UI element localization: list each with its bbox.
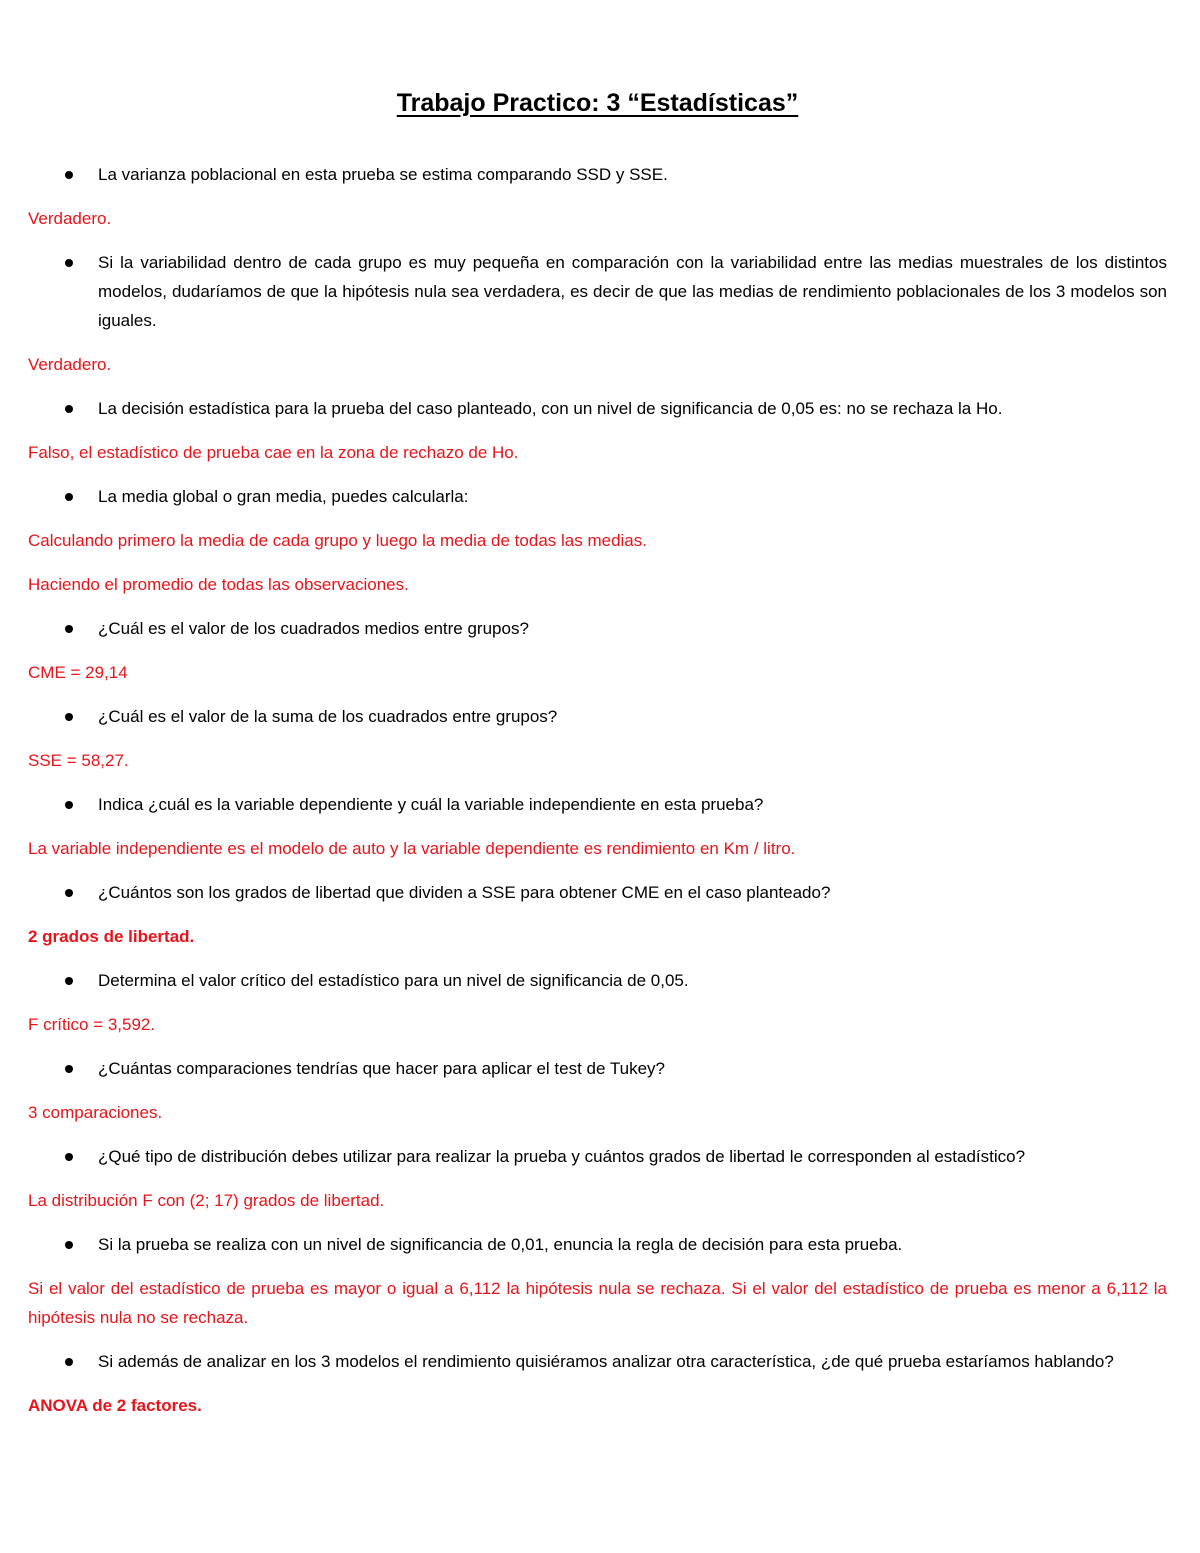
answer-11: La distribución F con (2; 17) grados de libertad. <box>28 1191 385 1210</box>
question-5 <box>28 614 1167 643</box>
question-text: ¿Cuántos son los grados de libertad que dividen a SSE para obtener CME en el caso planteado? <box>98 883 831 902</box>
answer-1: Verdadero. <box>28 209 112 228</box>
question-3 <box>28 394 1167 423</box>
bullet-icon <box>65 405 73 413</box>
question-9 <box>28 966 1167 995</box>
question-text: Determina el valor crítico del estadístico para un nivel de significancia de 0,05. <box>98 971 689 990</box>
question-text: ¿Cuál es el valor de la suma de los cuadrados entre grupos? <box>98 707 558 726</box>
bullet-icon <box>65 801 73 809</box>
question-text: ¿Cuántas comparaciones tendrías que hacer para aplicar el test de Tukey? <box>98 1059 665 1078</box>
answer-13: ANOVA de 2 factores. <box>28 1396 202 1415</box>
bullet-icon <box>65 625 73 633</box>
answer-7: La variable independiente es el modelo de auto y la variable dependiente es rendimiento en Km / litro. <box>28 839 796 858</box>
bullet-icon <box>65 1241 73 1249</box>
answer-4a: Calculando primero la media de cada grupo y luego la media de todas las medias. <box>28 531 647 550</box>
question-text: Si la prueba se realiza con un nivel de significancia de 0,01, enuncia la regla de decisión para esta prueba. <box>98 1235 903 1254</box>
answer-3: Falso, el estadístico de prueba cae en la zona de rechazo de Ho. <box>28 443 519 462</box>
bullet-icon <box>65 171 73 179</box>
bullet-icon <box>65 713 73 721</box>
question-text: Si además de analizar en los 3 modelos el rendimiento quisiéramos analizar otra característica, ¿de qué prueba estaríamos hablando? <box>98 1352 1114 1371</box>
answer-12: Si el valor del estadístico de prueba es mayor o igual a 6,112 la hipótesis nula se rechaza. Si el valor del estadístico de prueba es menor a 6,112 la hipótesis nula no se rechaza. <box>28 1279 1167 1327</box>
answer-8: 2 grados de libertad. <box>28 927 195 946</box>
bullet-icon <box>65 889 73 897</box>
question-text: La varianza poblacional en esta prueba se estima comparando SSD y SSE. <box>98 165 668 184</box>
question-1 <box>28 160 1167 189</box>
question-text: La decisión estadística para la prueba del caso planteado, con un nivel de significancia de 0,05 es: no se rechaza la Ho. <box>98 399 1003 418</box>
question-7 <box>28 790 1167 819</box>
answer-6: SSE = 58,27. <box>28 751 129 770</box>
bullet-icon <box>65 1153 73 1161</box>
question-text: Indica ¿cuál es la variable dependiente y cuál la variable independiente en esta prueba? <box>98 795 764 814</box>
question-2 <box>28 248 1167 335</box>
question-13 <box>28 1347 1167 1376</box>
question-text: Si la variabilidad dentro de cada grupo es muy pequeña en comparación con la variabilidad entre las medias muestrales de los distintos modelos, dudaríamos de que la hipótesis nula sea verdadera, es decir de que las medias de rendimiento poblacionales de los 3 modelos son iguales. <box>98 253 1167 330</box>
question-4 <box>28 482 1167 511</box>
question-text: La media global o gran media, puedes calcularla: <box>98 487 469 506</box>
bullet-icon <box>65 493 73 501</box>
document-title: Trabajo Practico: 3 “Estadísticas” <box>396 89 799 117</box>
bullet-icon <box>65 1358 73 1366</box>
question-6 <box>28 702 1167 731</box>
question-text: ¿Qué tipo de distribución debes utilizar para realizar la prueba y cuántos grados de libertad le corresponden al estadístico? <box>98 1147 1026 1166</box>
question-text: ¿Cuál es el valor de los cuadrados medios entre grupos? <box>98 619 529 638</box>
bullet-icon <box>65 1065 73 1073</box>
question-12 <box>28 1230 1167 1259</box>
question-8 <box>28 878 1167 907</box>
bullet-icon <box>65 977 73 985</box>
answer-5: CME = 29,14 <box>28 663 128 682</box>
answer-2: Verdadero. <box>28 355 112 374</box>
bullet-icon <box>65 259 73 267</box>
answer-4b: Haciendo el promedio de todas las observaciones. <box>28 575 409 594</box>
answer-9: F crítico = 3,592. <box>28 1015 156 1034</box>
question-10 <box>28 1054 1167 1083</box>
answer-10: 3 comparaciones. <box>28 1103 163 1122</box>
question-11 <box>28 1142 1167 1171</box>
